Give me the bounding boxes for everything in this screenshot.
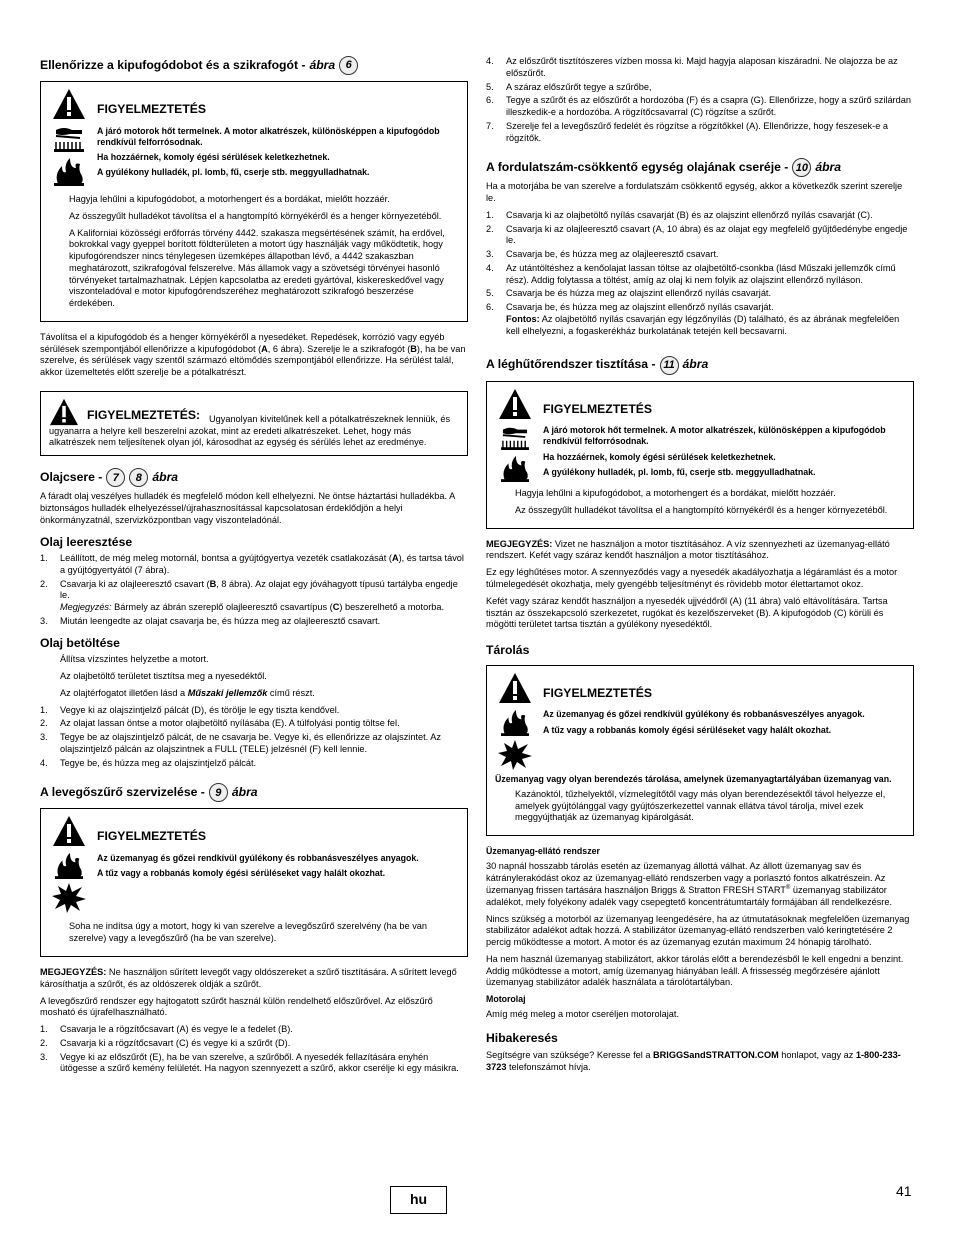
troubleshooting-text: Segítségre van szüksége? Keresse fel a BRIGGSandSTRATTON.COM honlapot, vagy az 1-800-233-3723 telefonszámot hívja. bbox=[486, 1049, 901, 1072]
list-item: 1. Csavarja ki az olajbetöltő nyílás csavarját (B) és az olajszint ellenőrző nyílás csavarját (C). bbox=[486, 209, 873, 220]
figure-ref-badge: 10 bbox=[792, 158, 811, 177]
reducer-list bbox=[486, 210, 914, 338]
air-filter-list-cont bbox=[486, 56, 914, 144]
list-item: 1. Leállított, de még meleg motornál, bontsa a gyújtógyertya vezeték csatlakozását (A), és tartsa távol a gyújtógyertyától (7 ábra). bbox=[40, 553, 464, 575]
figure-ref-badge: 8 bbox=[129, 468, 148, 487]
troubleshooting-heading: Hibakeresés bbox=[486, 1031, 558, 1046]
oil-drain-heading: Olaj leeresztése bbox=[40, 534, 133, 549]
oil-change-heading: Olajcsere - 7 8 ábra bbox=[40, 468, 468, 487]
fire-icon bbox=[498, 708, 532, 736]
warning-triangle-icon bbox=[52, 88, 86, 120]
fire-icon bbox=[52, 156, 86, 186]
hot-surface-icon bbox=[52, 124, 86, 152]
cooling-heading: A léghűtőrendszer tisztítása - 11 ábra bbox=[486, 356, 914, 375]
list-item: 1. Vegye ki az olajszintjelző pálcát (D), és törölje le egy tiszta kendővel. bbox=[40, 704, 340, 715]
page-number: 41 bbox=[896, 1183, 912, 1199]
warning-triangle-icon bbox=[52, 815, 86, 847]
list-item: 2. Az olajat lassan öntse a motor olajbetöltő nyílásába (E). A túlfolyási pontig töltse fel. bbox=[40, 718, 400, 729]
right-column: 4. Az előszűrőt tisztítószeres vízben mossa ki. Majd hagyja alaposan kiszáradni. Ne olajozza be az előszűrőt. 5. A száraz előszűrőt tegye a szűrőbe, 6. Tegye a szűrőt és az előszűrőt a hordozóba (F) és a csapra (G). Ellenőrizze, hogy a szűrő szilárdan illeszkedik-e a hordozóba. A rögzítőcsavarral (C) rögzítse a szűrőt. 7. Szerelje fel a levegőszűrő fedelét és rögzítse a rögzítőkkel (A). Ellenőrizze, hogy feszesek-e a rögzítők. A fordulatszám-csökkentő egység olajának cseréje - 10 ábra Ha a motorjába be van szerelve a fordulatszám csökkentő egység, akkor a következők szerint szerelje le. 1. Csavarja ki az olajbetöltő nyílás csavarját (B) és az olajszint ellenőrző nyílás csavarját (C). 2. Csavarja ki az olajleeresztő csavart (A, 10 ábra) és az olajat egy megfelelő gyűjtőedénybe engedje le. 3. Csavarja be, és húzza meg az olajleeresztő csavart. 4. Az utántöltéshez a kenőolajat lassan töltse az olajbetöltő-csonkba (lásd Műszaki jellemzők című rész). Addig folytassa a töltést, amíg az olaj ki nem folyik az olajszint ellenőrző nyíláson. 5. Csavarja be és húzza meg az olajszint ellenőrző nyílás csavarját. 6. Csavarja be, és húzza meg az olajszint ellenőrző nyílás csavarját. Fontos: Az olajbetöltő nyílás csavarján egy légzőnyílás (D) található, és az ábrának megfelelően kell elhelyezni, a fogaskerékház burkolatának tetején kell becsavarni. A léghűtőrendszer tisztítása - 11 ábra FIGYELMEZTETÉS A járó motorok hőt termelnek. A motor alkatrészek, különösképpen a kipufogódob rendkívül felforrósodnak. Ha hozzáérnek, komoly égési sérülések keletkezhetnek. A gyúlékony hulladék, pl. lomb, fű, cserje stb. meggyulladhatnak. Hagyja lehűlni a kipufogódobot, a motorhengert és a bordákat, mielőtt hozzáér. Az összegyűlt hulladékot távolítsa el a hangtompító környékéről és a henger környezetéből. MEGJEGYZÉS: Vizet ne használjon a motor tisztításához. A víz szennyezheti az üzemanyag-ellátó rendszert. Kefét vagy száraz kendőt használjon a motor tisztításához. Ez egy léghűtéses motor. A szennyeződés vagy a nyesedék akadályozhatja a légáramlást és a motor túlmelegedését okozhatja, mely gyengébb teljesítményt és rövidebb motor élettartamot okoz. Kefét vagy száraz kendőt használjon a nyesedék ujjvédőről (A) (11 ábra) való eltávolítására. Tartsa tisztán az összekapcsoló szerkezetet, rugókat és kezelőszerveket (B). A kipufogódob (C) körüli és mögötti területet tartsa tisztán a gyúlékony nyesedéktől. Tárolás FIGYELMEZTETÉS Az üzemanyag és gőzei rendkívül gyúlékony és robbanásveszélyes anyagok. A tűz vagy a robbanás komoly égési sérüléseket vagy halált okozhat. Üzemanyag vagy olyan berendezés tárolása, amelynek üzemanyagtartályában üzemanyag van. Kazánoktól, tűzhelyektől, vízmelegítőtől vagy más olyan berendezésektől távol helyezze el, amelyek gyújtólánggal vagy gyújtószerkezettel vannak ellátva távol tárolja, mivel ezek meggyújthatják az üzemanyag kipárolgását. Üzemanyag-ellátó rendszer 30 napnál hosszabb tárolás esetén az üzemanyag állottá válhat. Az állott üzemanyag sav és kátránylerakódást okoz az üzemanyag-ellátó rendszerben vagy a porlasztó fontos alkatrészein. Az üzemanyag frissen tartására használjon Briggs & Stratton FRESH START® üzemanyag stabilizátor adalékot, mely folyékony adalék vagy csepegtető koncentrátumtartály formájában áll rendelkezésre. Nincs szükség a motorból az üzemanyag leengedésére, ha az útmutatásoknak megfelelően üzemanyag stabilizátor adalékot adtak hozzá. A stabilizátor üzemanyag-ellátó rendszerben való keringtetésére 2 percig működtesse a motort. A motor és az üzemanyag ezután maximum 24 hónapig tárolható. Ha nem használ üzemanyag stabilizátort, akkor tárolás előtt a berendezésből le kell engedni a benzint. Addig működtesse a motort, amíg üzemanyag hiányában leáll. A frissesség megőrzésére ajánlott üzemanyag stabilizátor adalék használata a tárolótartályban. Motorolaj Amíg még meleg a motor cseréljen motorolajat. Hibakeresés Segítségre van szüksége? Keresse fel a BRIGGSandSTRATTON.COM honlapot, vagy az 1-800-233-3723 telefonszámot hívja. bbox=[486, 56, 914, 1078]
exhaust-paragraph: Távolítsa el a kipufogódob és a henger környékéről a nyesedéket. Repedések, korrózió vagy egyéb sérülések szempontjából ellenőrizze a kipufogódobot (A, 6 ábra). Szerelje le a szikrafogót (B), ha be van szerelve, és sérülések vagy szentől származó eltömődés szempontjából ellenőrizze. Ha sérülést talál, akkor üzemeltetés előtt szerelje be a pótalkatrészt. bbox=[40, 331, 466, 378]
list-item: 3. Csavarja be, és húzza meg az olajleeresztő csavart. bbox=[486, 249, 719, 260]
list-item: 6. Csavarja be, és húzza meg az olajszint ellenőrző nyílás csavarját. Fontos: Az olajbetöltő nyílás csavarján egy légzőnyílás (D) található, és az ábrának megfelelően kell elhelyezni, a fogaskerékház burkolatának tetején kell becsavarni. bbox=[486, 302, 900, 336]
air-filter-warning-box: FIGYELMEZTETÉS Az üzemanyag és gőzei rendkívül gyúlékony és robbanásveszélyes anyagok. A tűz vagy a robbanás komoly égési sérüléseket vagy halált okozhat. Soha ne indítsa úgy a motort, hogy ki van szerelve a levegőszűrő szerelvény (ha be van szerelve) vagy a levegőszűrő (ha be van szerelve). bbox=[40, 808, 468, 957]
motor-oil-heading: Motorolaj bbox=[486, 994, 526, 1005]
list-item: 4. Az utántöltéshez a kenőolajat lassan töltse az olajbetöltő-csonkba (lásd Műszaki jellemzők című rész). Addig folytassa a töltést, amíg az olaj ki nem folyik az olajszint ellenőrző nyíláson. bbox=[486, 262, 896, 285]
language-badge: hu bbox=[390, 1186, 447, 1214]
list-item: 1. Csavarja le a rögzítőcsavart (A) és vegye le a fedelet (B). bbox=[40, 1024, 293, 1035]
list-item: 2. Csavarja ki az olajleeresztő csavart (A, 10 ábra) és az olajat egy megfelelő gyűjtőedénybe engedje le. bbox=[486, 223, 908, 246]
warning-title: FIGYELMEZTETÉS bbox=[97, 102, 207, 116]
cooling-warning-box: FIGYELMEZTETÉS A járó motorok hőt termelnek. A motor alkatrészek, különösképpen a kipufogódob rendkívül felforrósodnak. Ha hozzáérnek, komoly égési sérülések keletkezhetnek. A gyúlékony hulladék, pl. lomb, fű, cserje stb. meggyulladhatnak. Hagyja lehűlni a kipufogódobot, a motorhengert és a bordákat, mielőtt hozzáér. Az összegyűlt hulladékot távolítsa el a hangtompító környékéről és a henger környezetéből. bbox=[486, 381, 914, 529]
list-item: 3. Tegye be az olajszintjelző pálcát, de ne csavarja be. Vegye ki, és ellenőrizze az olajszintet. Az olajszintjelző pálcán az olajszintnek a FULL (TELE) jelzésnél (F) kell lennie. bbox=[40, 732, 441, 754]
replacement-warning-box: FIGYELMEZTETÉS: Ugyanolyan kivitelűnek kell a pótalkatrészeknek lenniük, és ugyanarra a helyre kell beszerelni azokat, mint az eredeti alkatrészeket. Lehet, hogy más alkatrészek nem teljesítenek olyan jól, károsodhat az egység és sérülés lehet az eredménye. bbox=[40, 391, 468, 456]
list-item: 5. A száraz előszűrőt tegye a szűrőbe, bbox=[486, 81, 652, 92]
fire-icon bbox=[498, 454, 532, 482]
oil-fill-list bbox=[40, 705, 468, 770]
exhaust-heading: Ellenőrizze a kipufogódobot és a szikrafogót - ábra 6 bbox=[40, 56, 468, 75]
warning-triangle-icon bbox=[498, 672, 532, 704]
oil-fill-heading: Olaj betöltése bbox=[40, 635, 120, 650]
figure-ref-badge: 7 bbox=[106, 468, 125, 487]
fuel-system-heading: Üzemanyag-ellátó rendszer bbox=[486, 846, 600, 857]
list-item: 4. Az előszűrőt tisztítószeres vízben mossa ki. Majd hagyja alaposan kiszáradni. Ne olajozza be az előszűrőt. bbox=[486, 56, 898, 78]
hot-surface-icon bbox=[498, 424, 532, 450]
explosion-icon bbox=[498, 740, 532, 770]
cooling-note: MEGJEGYZÉS: Vizet ne használjon a motor tisztításához. A víz szennyezheti az üzemanyag-ellátó rendszert. Kefét vagy száraz kendőt használjon a motor tisztításához. bbox=[486, 538, 890, 561]
left-column: Ellenőrizze a kipufogódobot és a szikrafogót - ábra 6 FIGYELMEZTETÉS A járó motorok hőt termelnek. A motor alkatrészek, különösképpen a kipufogódob rendkívül felforrósodnak. Ha hozzáérnek, komoly égési sérülések keletkezhetnek. A gyúlékony hulladék, pl. lomb, fű, cserje stb. meggyulladhatnak. Hagyja lehűlni a kipufogódobot, a motorhengert és a bordákat, mielőtt hozzáér. Az összegyűlt hulladékot távolítsa el a hangtompító környékéről és a henger környezetéből. A Kaliforniai közösségi erőforrás törvény 4442. szakasza megsértésének számít, ha erdővel, bokrokkal vagy gyeppel borított földterületen a motort úgy használják vagy működtetik, hogy kipufogórendszer nincs ténylegesen üzemképes állapotban lévő, a 4442 szakaszban meghatározott, szikrafogóval felszerelve. Más államok vagy a szövetségi törvényei hasonló törvényeket tartalmazhatnak. Lépjen kapcsolatba az eredeti gyártóval, kiskereskedővel vagy viszonteladóval e motor kipufogórendszeréhez meghatározott szikrafogó beszerzése érdekében. Távolítsa el a kipufogódob és a henger környékéről a nyesedéket. Repedések, korrózió vagy egyéb sérülések szempontjából ellenőrizze a kipufogódobot (A, 6 ábra). Szerelje le a szikrafogót (B), ha be van szerelve, és sérülések vagy szentől származó eltömődés szempontjából ellenőrizze. Ha sérülést talál, akkor üzemeltetés előtt szerelje be a pótalkatrészt. FIGYELMEZTETÉS: Ugyanolyan kivitelűnek kell a pótalkatrészeknek lenniük, és ugyanarra a helyre kell beszerelni azokat, mint az eredeti alkatrészeket. Lehet, hogy más alkatrészek nem teljesítenek olyan jól, károsodhat az egység és sérülés lehet az eredménye. Olajcsere - 7 8 ábra A fáradt olaj veszélyes hulladék és megfelelő módon kell elhelyezni. Ne öntse háztartási hulladékba. A biztonságos hulladék elhelyezéssel/újrahasznosítással kapcsolatosan érdeklődjön a helyi önkormányzatnál, szervizközpontban vagy viszonteladónál. Olaj leeresztése 1. Leállított, de még meleg motornál, bontsa a gyújtógyertya vezeték csatlakozását (A), és tartsa távol a gyújtógyertyától (7 ábra). 2. Csavarja ki az olajleeresztő csavart (B, 8 ábra). Az olajat egy jóváhagyott típusú tartályba engedje le. Megjegyzés: Bármely az ábrán szereplő olajleeresztő csavartípus (C) beszerelhető a motorba. 3. Miután leengedte az olajat csavarja be, és húzza meg az olajleeresztő csavart. Olaj betöltése Állítsa vízszintes helyzetbe a motort. Az olajbetöltő területet tisztítsa meg a nyesedéktől. Az olajtérfogatot illetően lásd a Műszaki jellemzők című részt. 1. Vegye ki az olajszintjelző pálcát (D), és törölje le egy tiszta kendővel. 2. Az olajat lassan öntse a motor olajbetöltő nyílásába (E). A túlfolyási pontig töltse fel. 3. Tegye be az olajszintjelző pálcát, de ne csavarja be. Vegye ki, és ellenőrizze az olajszintet. Az olajszintjelző pálcán az olajszintnek a FULL (TELE) jelzésnél (F) kell lennie. 4. Tegye be, és húzza meg az olajszintjelző pálcát. A levegőszűrő szervizelése - 9 ábra FIGYELMEZTETÉS Az üzemanyag és gőzei rendkívül gyúlékony és robbanásveszélyes anyagok. A tűz vagy a robbanás komoly égési sérüléseket vagy halált okozhat. Soha ne indítsa úgy a motort, hogy ki van szerelve a levegőszűrő szerelvény (ha be van szerelve) vagy a levegőszűrő (ha be van szerelve). MEGJEGYZÉS: Ne használjon sűrített levegőt vagy oldószereket a szűrő tisztítására. A sűrített levegő károsíthatja a szűrőt, és az oldószerek oldják a szűrőt. A levegőszűrő rendszer egy hajtogatott szűrőt használ külön rendelhető előszűrővel. Az előszűrő mosható és újrafelhasználható. 1. Csavarja le a rögzítőcsavart (A) és vegye le a fedelet (B). 2. Csavarja ki a rögzítőcsavart (C) és vegye ki a szűrőt (D). 3. Vegye ki az előszűrőt (E), ha be van szerelve, a szűrőből. A nyesedék fellazítására enyhén ütögesse a szűrő kemény felületét. Ha nagyon szennyezett a szűrő, akkor cserélje ki egy másikra. bbox=[40, 56, 468, 1081]
list-item: 2. Csavarja ki az olajleeresztő csavart (B, 8 ábra). Az olajat egy jóváhagyott típusú tartályba engedje le. Megjegyzés: Bármely az ábrán szereplő olajleeresztő csavartípus (C) beszerelhető a motorba. bbox=[40, 578, 458, 613]
air-filter-list bbox=[40, 1024, 468, 1075]
warning-triangle-icon bbox=[498, 388, 532, 420]
list-item: 5. Csavarja be és húzza meg az olajszint ellenőrző nyílás csavarját. bbox=[486, 288, 772, 299]
phone-number: 1-800-233-3723 bbox=[486, 1049, 901, 1072]
exhaust-warning-box: FIGYELMEZTETÉS A járó motorok hőt termelnek. A motor alkatrészek, különösképpen a kipufogódob rendkívül felforrósodnak. Ha hozzáérnek, komoly égési sérülések keletkezhetnek. A gyúlékony hulladék, pl. lomb, fű, cserje stb. meggyulladhatnak. Hagyja lehűlni a kipufogódobot, a motorhengert és a bordákat, mielőtt hozzáér. Az összegyűlt hulladékot távolítsa el a hangtompító környékéről és a henger környezetéből. A Kaliforniai közösségi erőforrás törvény 4442. szakasza megsértésének számít, ha erdővel, bokrokkal vagy gyeppel borított földterületen a motort úgy használják vagy működtetik, hogy kipufogórendszer nincs ténylegesen üzemképes állapotban lévő, a 4442 szakaszban meghatározott, szikrafogóval felszerelve. Más államok vagy a szövetségi törvényei hasonló törvényeket tartalmazhatnak. Lépjen kapcsolatba az eredeti gyártóval, kiskereskedővel vagy viszonteladóval e motor kipufogórendszeréhez meghatározott szikrafogó beszerzése érdekében. bbox=[40, 81, 468, 322]
fire-icon bbox=[52, 851, 86, 879]
figure-ref-badge: 6 bbox=[339, 56, 358, 75]
oil-drain-list bbox=[40, 553, 468, 628]
reducer-heading: A fordulatszám-csökkentő egység olajának cseréje - 10 ábra bbox=[486, 158, 914, 177]
air-filter-note: MEGJEGYZÉS: Ne használjon sűrített levegőt vagy oldószereket a szűrő tisztítására. A sűrített levegő károsíthatja a szűrőt, és az oldószerek oldják a szűrőt. bbox=[40, 967, 457, 989]
figure-ref-badge: 11 bbox=[660, 356, 679, 375]
list-item: 6. Tegye a szűrőt és az előszűrőt a hordozóba (F) és a csapra (G). Ellenőrizze, hogy a szűrő szilárdan illeszkedik-e a hordozóba. A rögzítőcsavarral (C) rögzítse a szűrőt. bbox=[486, 95, 911, 118]
figure-ref-badge: 9 bbox=[209, 783, 228, 802]
explosion-icon bbox=[52, 883, 86, 913]
oil-intro: A fáradt olaj veszélyes hulladék és megfelelő módon kell elhelyezni. Ne öntse háztartási hulladékba. A biztonságos hulladék elhelyezéssel/újrahasznosítással kapcsolatosan érdeklődjön a helyi önkormányzatnál, szervizközpontban vagy viszonteladónál. bbox=[40, 491, 455, 525]
storage-heading: Tárolás bbox=[486, 643, 530, 658]
list-item: 2. Csavarja ki a rögzítőcsavart (C) és vegye ki a szűrőt (D). bbox=[40, 1037, 291, 1048]
list-item: 7. Szerelje fel a levegőszűrő fedelét és rögzítse a rögzítőkkel (A). Ellenőrizze, hogy feszesek-e a rögzítők. bbox=[486, 120, 888, 143]
website-link[interactable]: BRIGGSandSTRATTON.COM bbox=[653, 1049, 779, 1060]
list-item: 4. Tegye be, és húzza meg az olajszintjelző pálcát. bbox=[40, 757, 257, 768]
air-filter-heading: A levegőszűrő szervizelése - 9 ábra bbox=[40, 783, 468, 802]
storage-warning-box: FIGYELMEZTETÉS Az üzemanyag és gőzei rendkívül gyúlékony és robbanásveszélyes anyagok. A tűz vagy a robbanás komoly égési sérüléseket vagy halált okozhat. Üzemanyag vagy olyan berendezés tárolása, amelynek üzemanyagtartályában üzemanyag van. Kazánoktól, tűzhelyektől, vízmelegítőtől vagy más olyan berendezésektől távol helyezze el, amelyek gyújtólánggal vagy gyújtószerkezettel vannak ellátva távol tárolja, mivel ezek meggyújthatják az üzemanyag kipárolgását. bbox=[486, 665, 914, 837]
list-item: 3. Miután leengedte az olajat csavarja be, és húzza meg az olajleeresztő csavart. bbox=[40, 615, 381, 626]
list-item: 3. Vegye ki az előszűrőt (E), ha be van szerelve, a szűrőből. A nyesedék fellazítására enyhén ütögesse a szűrő kemény felületét. Ha nagyon szennyezett a szűrő, akkor cserélje ki egy másikra. bbox=[40, 1051, 459, 1074]
